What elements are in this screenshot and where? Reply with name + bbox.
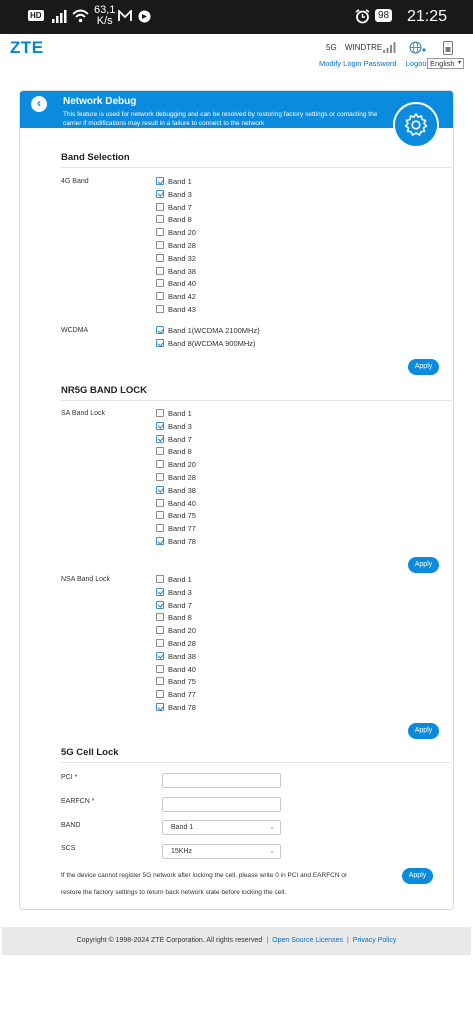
header-status <box>326 43 388 52</box>
checkbox-unchecked[interactable] <box>156 575 164 583</box>
nsa-band-label: Band 20 <box>168 626 196 636</box>
page-title: Network Debug <box>63 96 137 107</box>
sa-band-label: Band 38 <box>168 485 196 495</box>
nsa-checkbox-row[interactable] <box>156 601 192 611</box>
chevron-down-icon: ▾ <box>457 60 461 66</box>
checkbox-unchecked[interactable] <box>156 677 164 685</box>
lte-band-label: Band 40 <box>168 279 196 289</box>
band-select-value: Band 1 <box>171 824 194 831</box>
clock: 21:25 <box>407 8 448 25</box>
sa-band-label: Band 7 <box>168 434 192 444</box>
checkbox-unchecked[interactable] <box>156 305 164 313</box>
modify-password-link[interactable]: Modify Login Password <box>319 59 397 68</box>
scs-label: SCS <box>61 845 76 852</box>
lte-checkbox-row[interactable] <box>156 215 192 225</box>
nsa-apply-button[interactable]: Apply <box>408 723 439 739</box>
sa-band-label: Band 8 <box>168 447 192 457</box>
checkbox-unchecked[interactable] <box>156 626 164 634</box>
checkbox-checked[interactable] <box>156 177 164 185</box>
lte-band-label: Band 32 <box>168 253 196 263</box>
wcdma-band-label: Band 8(WCDMA 900MHz) <box>168 339 256 348</box>
wcdma-band-label: Band 1(WCDMA 2100MHz) <box>168 326 260 335</box>
mail-icon <box>118 10 132 22</box>
logout-link[interactable]: Logout <box>405 59 429 68</box>
cell-lock-note-2: restore the factory settings to return back network state before locking the cell. <box>61 889 287 896</box>
checkbox-checked[interactable] <box>156 601 164 609</box>
sa-checkbox-row[interactable] <box>156 486 196 496</box>
header-links <box>319 59 436 68</box>
copyright-text: Copyright © 1998-2024 ZTE Corporation. All rights reserved <box>76 937 263 944</box>
nsa-checkbox-row[interactable] <box>156 626 196 636</box>
page-banner <box>20 91 453 128</box>
lte-checkbox-row[interactable] <box>156 177 192 187</box>
nsa-band-label: Band 1 <box>168 575 192 584</box>
band-selection-title: Band Selection <box>61 152 130 163</box>
footer-separator: | <box>346 937 349 944</box>
hd-badge: HD <box>30 11 42 20</box>
band-selection-apply-button[interactable]: Apply <box>408 359 439 375</box>
sa-checkbox-row[interactable] <box>156 460 196 470</box>
settings-badge <box>393 102 439 148</box>
nsa-band-label: Band 77 <box>168 690 196 700</box>
lte-band-label: Band 1 <box>168 177 192 186</box>
sa-checkbox-row[interactable] <box>156 511 196 521</box>
network-type: 5G <box>326 43 337 52</box>
nsa-checkbox-row[interactable] <box>156 588 192 598</box>
checkbox-unchecked[interactable] <box>156 665 164 673</box>
status-bar <box>0 0 473 34</box>
network-speed <box>94 5 115 27</box>
checkbox-unchecked[interactable] <box>156 215 164 223</box>
pci-input[interactable] <box>162 773 281 788</box>
lte-band-label: Band 20 <box>168 228 196 238</box>
checkbox-checked[interactable] <box>156 652 164 660</box>
sa-checkbox-row[interactable] <box>156 537 196 547</box>
sim-icon <box>443 41 453 55</box>
speed-value: 63,1 <box>94 4 116 16</box>
language-select[interactable] <box>427 58 464 69</box>
cell-lock-title: 5G Cell Lock <box>61 747 119 758</box>
chevron-down-icon: ⌄ <box>269 824 275 831</box>
nsa-band-label: Band 38 <box>168 651 196 661</box>
checkbox-checked[interactable] <box>156 486 164 494</box>
sa-band-label: Band 28 <box>168 473 196 482</box>
pci-label: PCI * <box>61 774 78 781</box>
sa-checkbox-row[interactable] <box>156 435 192 445</box>
nsa-checkbox-row[interactable] <box>156 703 196 713</box>
nr5g-title: NR5G BAND LOCK <box>61 385 148 396</box>
nsa-band-label: Band 75 <box>168 677 196 687</box>
nsa-checkbox-row[interactable] <box>156 639 196 649</box>
back-button[interactable] <box>31 96 47 112</box>
checkbox-checked[interactable] <box>156 703 164 711</box>
alarm-icon <box>355 9 370 24</box>
lte-checkbox-row[interactable] <box>156 241 196 251</box>
lte-checkbox-row[interactable] <box>156 228 196 238</box>
nsa-checkbox-row[interactable] <box>156 677 196 687</box>
nsa-checkbox-row[interactable] <box>156 665 196 675</box>
lte-band-label: Band 28 <box>168 241 196 250</box>
sa-band-label: Band 78 <box>168 537 196 546</box>
lte-checkbox-row[interactable] <box>156 279 196 289</box>
signal-strength-icon <box>383 42 396 53</box>
lte-checkbox-row[interactable] <box>156 190 192 200</box>
checkbox-unchecked[interactable] <box>156 639 164 647</box>
checkbox-unchecked[interactable] <box>156 254 164 262</box>
checkbox-unchecked[interactable] <box>156 228 164 236</box>
cell-lock-note-1: If the device cannot register 5G network after locking the cell, please write 0 in PCI and EARFCN or <box>61 872 348 879</box>
sa-checkbox-row[interactable] <box>156 524 196 534</box>
divider <box>61 400 451 401</box>
sa-band-label: Band 1 <box>168 409 192 418</box>
wifi-icon <box>72 9 89 23</box>
nsa-band-label: Band 8 <box>168 613 192 623</box>
checkbox-unchecked[interactable] <box>156 279 164 287</box>
checkbox-unchecked[interactable] <box>156 292 164 300</box>
lte-band-label: Band 3 <box>168 189 192 199</box>
signal-icon <box>52 10 68 23</box>
footer-separator: | <box>266 937 269 944</box>
gear-icon <box>403 112 429 138</box>
lte-band-label: Band 43 <box>168 305 196 314</box>
nsa-band-label: Band 28 <box>168 639 196 648</box>
carrier-name: WINDTRE <box>344 43 383 52</box>
band-select-label: BAND <box>61 822 81 829</box>
sa-band-lock-label: SA Band Lock <box>61 410 105 417</box>
nsa-checkbox-row[interactable] <box>156 652 196 662</box>
checkbox-unchecked[interactable] <box>156 473 164 481</box>
earfcn-input[interactable] <box>162 797 281 812</box>
earfcn-label: EARFCN * <box>61 798 95 805</box>
lte-band-label: Band 8 <box>168 215 192 225</box>
sa-checkbox-row[interactable] <box>156 499 196 509</box>
sa-band-label: Band 3 <box>168 421 192 431</box>
privacy-policy-link[interactable]: Privacy Policy <box>352 937 397 944</box>
wcdma-checkbox-row[interactable] <box>156 339 256 349</box>
footer <box>2 927 471 955</box>
network-debug-panel <box>19 90 454 910</box>
checkbox-unchecked[interactable] <box>156 460 164 468</box>
sa-checkbox-row[interactable] <box>156 422 192 432</box>
nsa-band-label: Band 40 <box>168 664 196 674</box>
sa-band-label: Band 20 <box>168 460 196 470</box>
sa-checkbox-row[interactable] <box>156 447 192 457</box>
divider <box>61 762 451 763</box>
checkbox-checked[interactable] <box>156 435 164 443</box>
lte-checkbox-row[interactable] <box>156 203 192 213</box>
chevron-left-icon: ‹ <box>37 96 41 110</box>
lte-checkbox-row[interactable] <box>156 254 196 264</box>
checkbox-checked[interactable] <box>156 326 164 334</box>
globe-icon[interactable] <box>409 41 427 54</box>
sa-band-label: Band 75 <box>168 511 196 521</box>
lte-band-label: Band 7 <box>168 202 192 212</box>
wcdma-label: WCDMA <box>61 327 89 334</box>
nsa-band-label: Band 7 <box>168 600 192 610</box>
checkbox-unchecked[interactable] <box>156 499 164 507</box>
checkbox-checked[interactable] <box>156 422 164 430</box>
checkbox-unchecked[interactable] <box>156 267 164 275</box>
nsa-band-label: Band 3 <box>168 587 192 597</box>
app-notification-icon <box>138 10 151 23</box>
checkbox-checked[interactable] <box>156 588 164 596</box>
divider <box>61 167 451 168</box>
lte-checkbox-row[interactable] <box>156 305 196 315</box>
battery-icon: 98 <box>375 9 392 22</box>
checkbox-checked[interactable] <box>156 339 164 347</box>
cell-lock-apply-button[interactable]: Apply <box>402 868 433 884</box>
checkbox-checked[interactable] <box>156 537 164 545</box>
lte-band-label: Band 42 <box>168 292 196 302</box>
sa-band-label: Band 77 <box>168 524 196 534</box>
zte-logo: ZTE <box>10 38 44 57</box>
chevron-down-icon: ⌄ <box>269 848 275 855</box>
checkbox-unchecked[interactable] <box>156 241 164 249</box>
page-description: This feature is used for network debugging and can be resolved by restoring factory settings or contacting the carrier if modifications may result in a failure to connect to the network <box>63 111 378 127</box>
router-header <box>0 34 473 78</box>
sa-apply-button[interactable]: Apply <box>408 557 439 573</box>
nsa-band-label: Band 78 <box>168 703 196 712</box>
sa-checkbox-row[interactable] <box>156 409 192 419</box>
open-source-link[interactable]: Open Source Licenses <box>272 937 343 944</box>
checkbox-unchecked[interactable] <box>156 690 164 698</box>
nsa-band-lock-label: NSA Band Lock <box>61 576 111 583</box>
checkbox-unchecked[interactable] <box>156 524 164 532</box>
checkbox-unchecked[interactable] <box>156 203 164 211</box>
lte-band-label: 4G Band <box>61 178 89 185</box>
lte-checkbox-row[interactable] <box>156 292 196 302</box>
language-value: English <box>430 59 455 68</box>
wcdma-checkbox-row[interactable] <box>156 326 260 336</box>
scs-select[interactable] <box>162 844 281 859</box>
lte-band-label: Band 38 <box>168 266 196 276</box>
checkbox-unchecked[interactable] <box>156 409 164 417</box>
nsa-checkbox-row[interactable] <box>156 575 192 585</box>
nsa-checkbox-row[interactable] <box>156 613 192 623</box>
checkbox-unchecked[interactable] <box>156 511 164 519</box>
speed-unit: K/s <box>96 15 113 27</box>
sa-band-label: Band 40 <box>168 498 196 508</box>
checkbox-checked[interactable] <box>156 190 164 198</box>
band-select[interactable] <box>162 820 281 835</box>
checkbox-unchecked[interactable] <box>156 447 164 455</box>
sa-checkbox-row[interactable] <box>156 473 196 483</box>
checkbox-unchecked[interactable] <box>156 613 164 621</box>
lte-checkbox-row[interactable] <box>156 267 196 277</box>
scs-select-value: 15KHz <box>171 848 193 855</box>
nsa-checkbox-row[interactable] <box>156 690 196 700</box>
